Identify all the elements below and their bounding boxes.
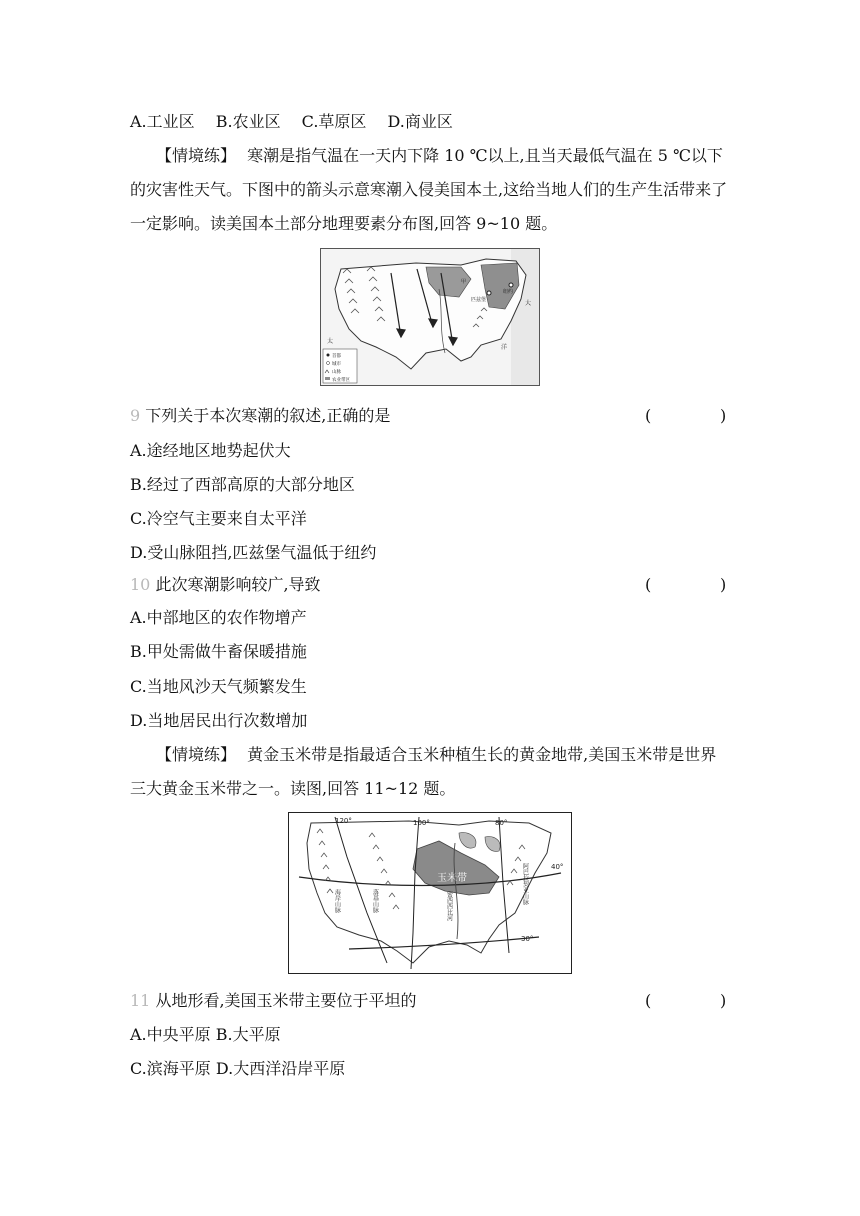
q9-option-b: B.经过了西部高原的大部分地区	[130, 475, 355, 494]
label-atlantic-1: 大	[525, 300, 532, 307]
q11-paren-open: (	[645, 991, 652, 1010]
legend-agri: 农业带区	[332, 378, 350, 383]
intro-paragraph-1	[130, 139, 730, 241]
q9-stem-text: 下列关于本次寒潮的叙述,正确的是	[145, 406, 391, 425]
q10-number: 10	[130, 575, 151, 594]
lat-30: 30°	[521, 935, 534, 943]
q9-stem	[130, 405, 730, 427]
intro-text: 寒潮是指气温在一天内下降 10 ℃以上,且当天最低气温在 5 ℃以下的灾害性天气。下图中的箭头示意寒潮入侵美国本土,这给当地人们的生产生活带来了一定影响。读美国本土部分地理要素分布图,回答 9~10 题。	[130, 146, 728, 233]
lon-100: 100°	[413, 819, 430, 827]
us-map-figure-1	[321, 249, 539, 385]
q10-stem	[130, 574, 730, 596]
corn-belt-label: 玉米带	[437, 873, 467, 884]
q11-stem-text: 从地形看,美国玉米带主要位于平坦的	[155, 991, 417, 1010]
q10-option-a: A.中部地区的农作物增产	[130, 608, 307, 627]
q11-option-ab: A.中央平原 B.大平原	[130, 1025, 281, 1044]
q11-paren-close: )	[720, 991, 727, 1010]
lat-40: 40°	[551, 863, 564, 871]
us-cold-wave-map	[320, 248, 540, 386]
lon-80: 80°	[495, 819, 508, 827]
us-corn-belt-map	[288, 812, 572, 974]
label-appalachian: 阿巴拉契亚山脉	[521, 863, 529, 905]
q9-number: 9	[130, 406, 141, 425]
label-rocky: 落基山脉	[371, 889, 379, 913]
q10-paren-close: )	[720, 575, 727, 594]
label-pacific-1: 太	[327, 338, 334, 345]
q10-option-c: C.当地风沙天气频繁发生	[130, 677, 307, 696]
q9-option-c: C.冷空气主要来自太平洋	[130, 509, 307, 528]
legend-mountain: 山脉	[332, 370, 341, 375]
q9-option-a: A.途经地区地势起伏大	[130, 441, 291, 460]
lon-120: 120°	[335, 817, 352, 825]
q8-options: A.工业区 B.农业区 C.草原区 D.商业区	[130, 112, 453, 131]
label-ocean-2: 洋	[501, 344, 508, 351]
label-jia: 甲	[461, 279, 467, 285]
label-coast-mountains: 海岸山脉	[333, 889, 341, 913]
q10-paren-open: (	[645, 575, 652, 594]
q9-option-d: D.受山脉阻挡,匹兹堡气温低于纽约	[130, 543, 377, 562]
legend-capital: 首都	[332, 354, 341, 359]
label-pittsburgh: 匹兹堡	[471, 297, 487, 303]
label-newyork: 纽约	[503, 289, 514, 295]
q10-option-d: D.当地居民出行次数增加	[130, 711, 308, 730]
us-map-figure-2	[289, 813, 571, 973]
intro-tag: 【情境练】	[156, 146, 237, 165]
q11-option-cd: C.滨海平原 D.大西洋沿岸平原	[130, 1059, 346, 1078]
q9-paren-open: (	[645, 406, 652, 425]
legend-city: 城市	[332, 362, 341, 367]
intro-paragraph-2	[130, 738, 730, 806]
q10-stem-text: 此次寒潮影响较广,导致	[155, 575, 321, 594]
label-mississippi: 密西西比河	[445, 891, 453, 921]
intro-tag-2: 【情境练】	[156, 745, 237, 764]
q10-option-b: B.甲处需做牛畜保暖措施	[130, 642, 307, 661]
intro-text-2: 黄金玉米带是指最适合玉米种植生长的黄金地带,美国玉米带是世界三大黄金玉米带之一。读图,回答 11~12 题。	[130, 745, 717, 798]
q11-number: 11	[130, 991, 151, 1010]
q11-stem	[130, 990, 730, 1012]
q9-paren-close: )	[720, 406, 727, 425]
